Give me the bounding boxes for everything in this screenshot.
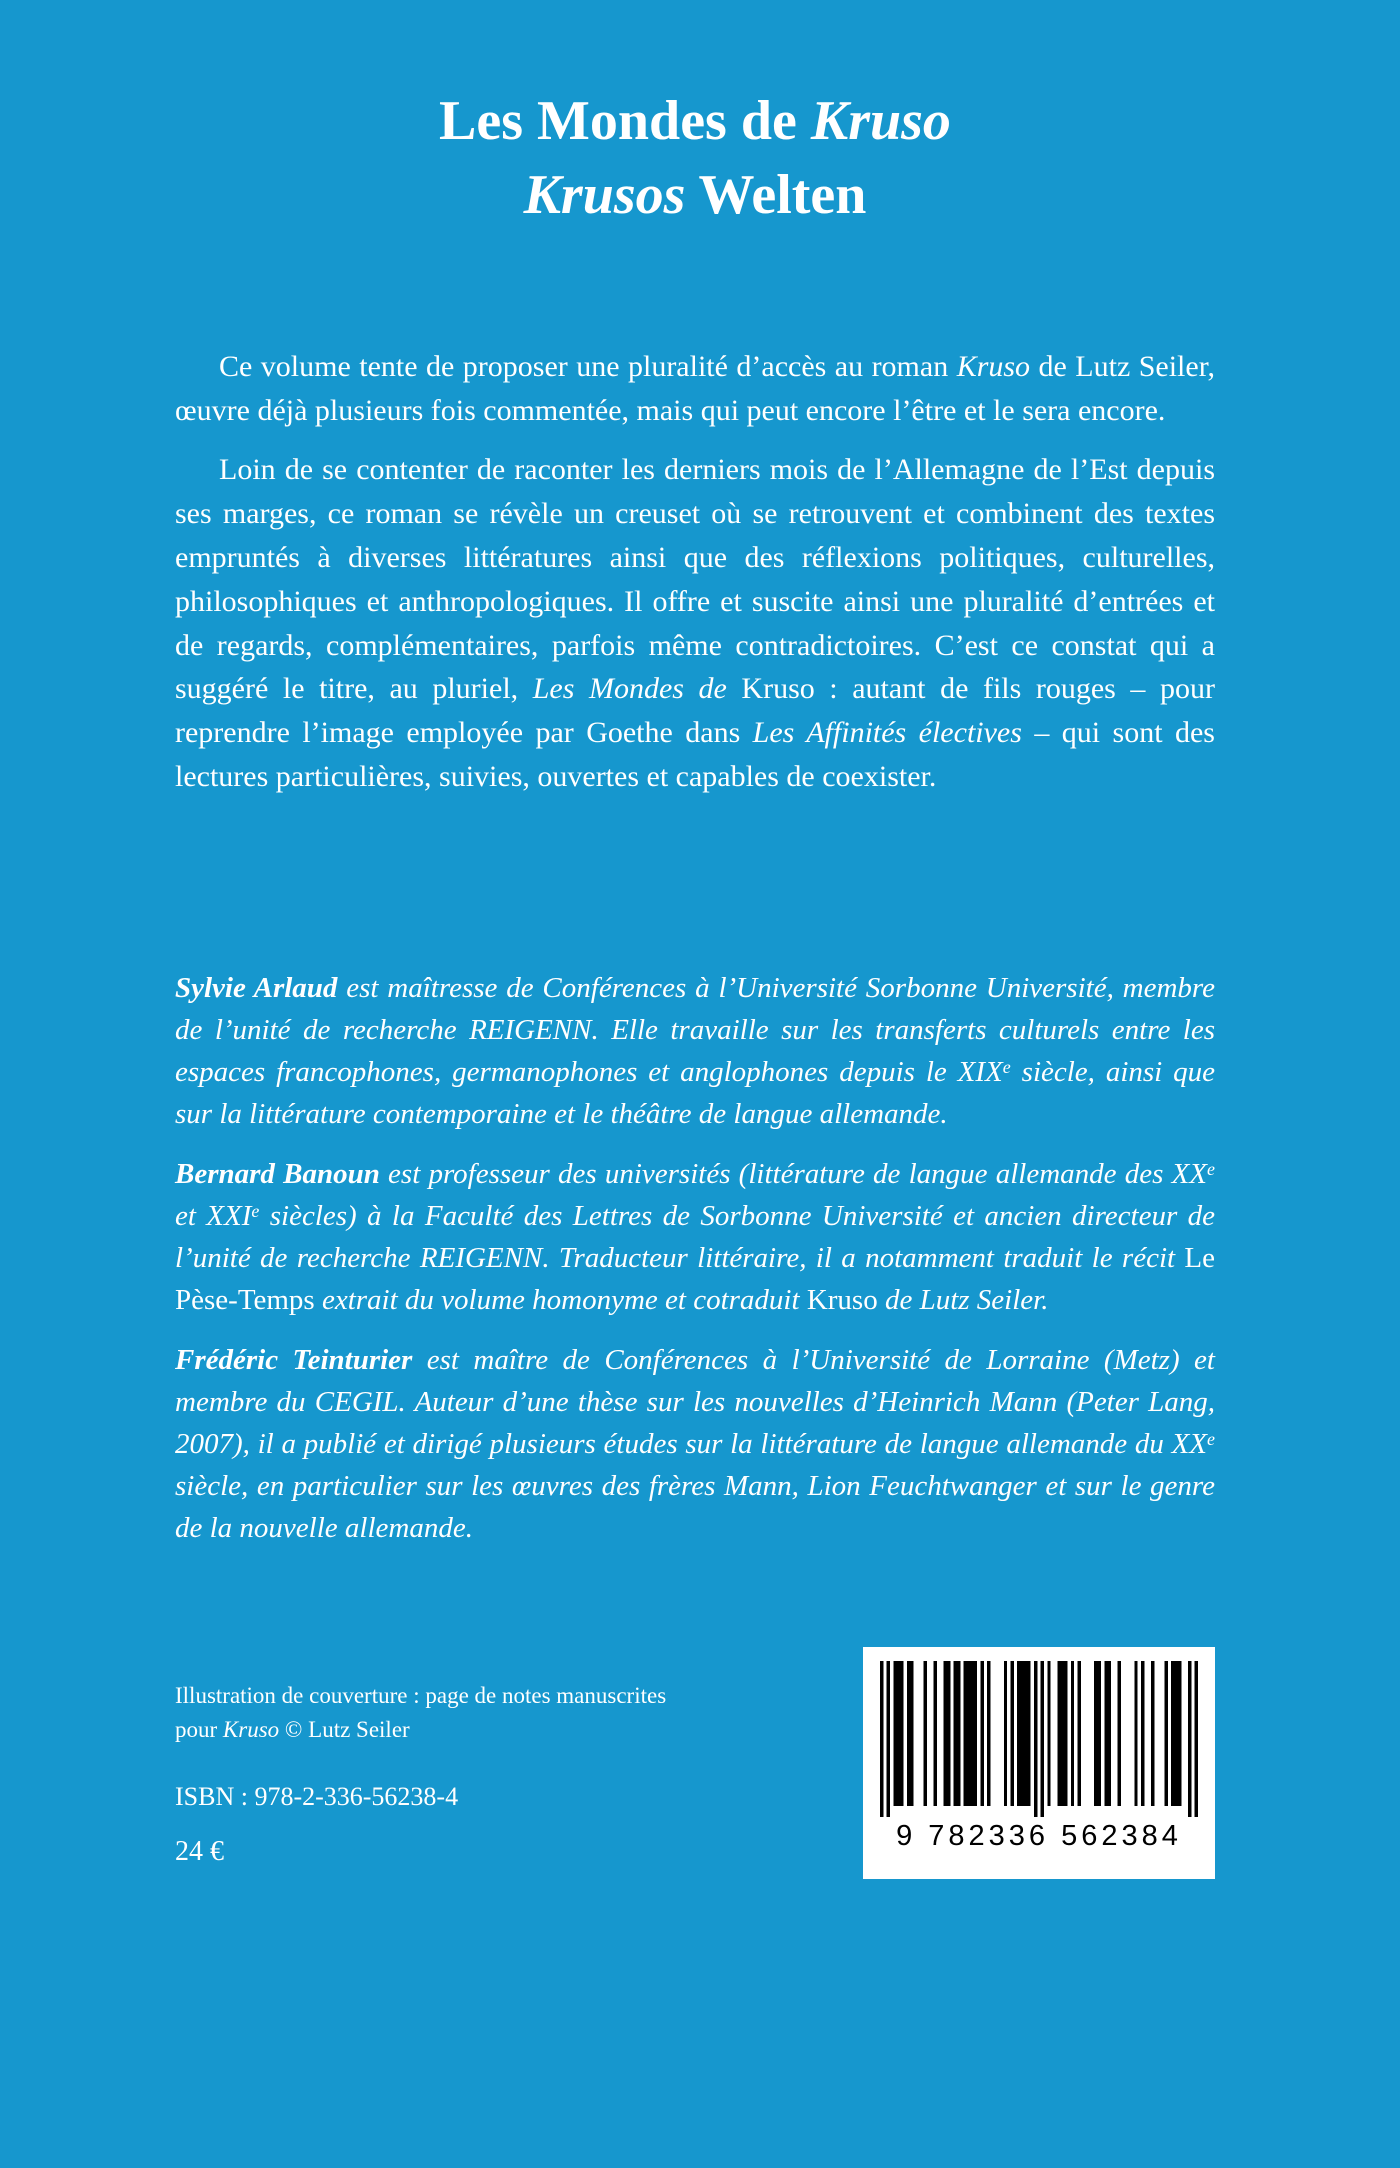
credits-block — [175, 1647, 666, 1872]
isbn-text: ISBN : 978-2-336-56238-4 — [175, 1782, 459, 1812]
synopsis-paragraph-1: Ce volume tente de proposer une pluralité d’accès au roman Kruso de Lutz Seiler, œuvre déjà plusieurs fois commentée, mais qui peut encore l’être et le sera encore. — [175, 349, 1215, 427]
author-bios — [175, 967, 1215, 1550]
barcode — [863, 1647, 1215, 1879]
book-title-line2: Krusos Welten — [523, 163, 867, 226]
barcode-bars-icon — [880, 1661, 1198, 1817]
illustration-credit: Illustration de couverture : page de notes manuscrites pour Kruso © Lutz Seiler — [175, 1683, 667, 1742]
bio-frederic-teinturier: Frédéric Teinturier est maître de Conférences à l’Université de Lorraine (Metz) et membre du CEGIL. Auteur d’une thèse sur les nouvelles d’Heinrich Mann (Peter Lang, 2007), il a publié et dirigé plusieurs études sur la littérature de langue allemande du XXe siècle, en particulier sur les œuvres des frères Mann, Lion Feuchtwanger et sur le genre de la nouvelle allemande. — [175, 1344, 1215, 1545]
footer-area — [175, 1647, 1215, 1879]
bio-sylvie-arlaud: Sylvie Arlaud est maîtresse de Conférences à l’Université Sorbonne Université, membre de l’unité de recherche REIGENN. Elle travaille sur les transferts culturels entre les espaces francophones, germanophones et anglophones depuis le XIXe siècle, ainsi que sur la littérature contemporaine et le théâtre de langue allemande. — [175, 971, 1215, 1130]
price-text: 24 € — [175, 1835, 224, 1867]
bio-bernard-banoun: Bernard Banoun est professeur des universités (littérature de langue allemande des XXe et XXIe siècles) à la Faculté des Lettres de Sorbonne Université et ancien directeur de l’unité de recherche REIGENN. Traducteur littéraire, il a notamment traduit le récit Le Pèse-Temps extrait du volume homonyme et cotraduit Kruso de Lutz Seiler. — [175, 1157, 1215, 1317]
book-title — [175, 85, 1215, 233]
synopsis-paragraph-2: Loin de se contenter de raconter les derniers mois de l’Allemagne de l’Est depuis ses marges, ce roman se révèle un creuset où se retrouvent et combinent des textes empruntés à diverses littératures ainsi que des réflexions politiques, culturelles, philosophiques et anthropologiques. Il offre et suscite ainsi une pluralité d’entrées et de regards, complémentaires, parfois même contradictoires. C’est ce constat qui a suggéré le titre, au pluriel, Les Mondes de Kruso : autant de fils rouges – pour reprendre l’image employée par Goethe dans Les Affinités électives – qui sont des lectures particulières, suivies, ouvertes et capables de coexister. — [175, 453, 1215, 793]
synopsis — [175, 345, 1215, 799]
barcode-number: 9 782336 562384 — [896, 1820, 1182, 1853]
book-title-line1: Les Mondes de Kruso — [439, 90, 951, 152]
